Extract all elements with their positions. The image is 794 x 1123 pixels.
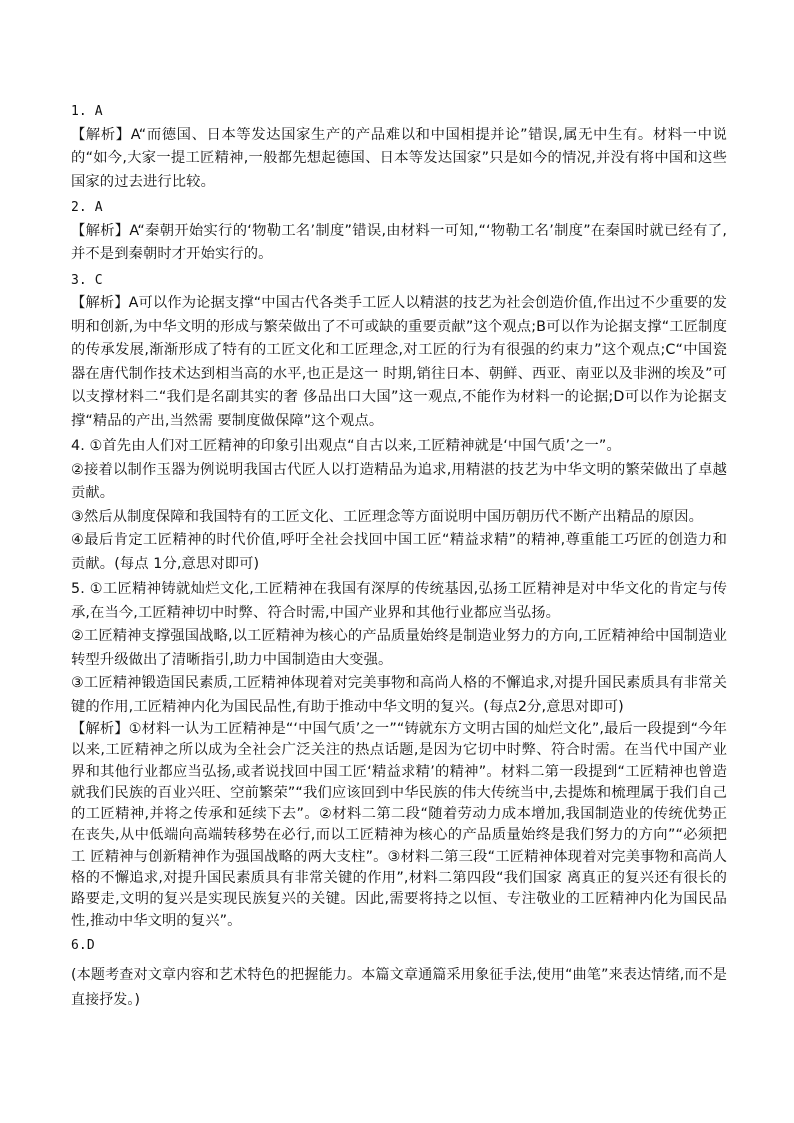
answer-6: 6.D (71, 937, 95, 953)
analysis-5: 【解析】①材料一认为工匠精神是“‘中国气质’之一”“铸就东方文明古国的灿烂文化”,最后一段提到“今年以来,工匠精神之所以成为全社会广泛关注的热点话题,是因为它切中时弊、符合时需。在当代中国产业界和其他行业都应当弘扬,或者说找回中国工匠‘精益求精’的精神”。材料二第一段提到“工匠精神也曾造就我们民族的百业兴旺、空前繁荣”“我们应该回到中华民族的伟大传统当中,去提炼和梳理属于我们自己的工匠精神,并将之传承和延续下去”。②材料二第二段“随着劳动力成本增加,我国制造业的传统优势正在丧失,从中低端向高端转移势在必行,而以工匠精神为核心的产品质量始终是我们努力的方向”“必须把工 匠精神与创新精神作为强国战略的两大支柱”。③材料二第三段“工匠精神体现着对完美事物和高尚人格的不懈追求,对提升国民素质具有非常关键的作用”,材料二第四段“我们国家 离真正的复兴还有很长的路要走,文明的复兴是实现民族复兴的关键。因此,需要将持之以恒、专注敬业的工匠精神内化为国民品性,推动中华文明的复兴”。 (71, 721, 727, 929)
answer-4-point-2: ②接着以制作玉器为例说明我国古代匠人以打造精品为追求,用精湛的技艺为中华文明的繁荣做出了卓越贡献。 (71, 461, 727, 501)
answer-4-point-4: ④最后肯定工匠精神的时代价值,呼吁全社会找回中国工匠“精益求精”的精神,尊重能工巧匠的创造力和贡献。(每点 1分,意思对即可) (71, 532, 727, 572)
answer-content (71, 100, 727, 1013)
analysis-1: 【解析】A“而德国、日本等发达国家生产的产品难以和中国相提并论”错误,属无中生有。材料一中说的“如今,大家一提工匠精神,一般都先想起德国、日本等发达国家”只是如今的情况,并没有将中国和这些国家的过去进行比较。 (71, 126, 727, 190)
answer-5-point-1: 5. ①工匠精神铸就灿烂文化,工匠精神在我国有深厚的传统基因,弘扬工匠精神是对中华文化的肯定与传承,在当今,工匠精神切中时弊、符合时需,中国产业界和其他行业都应当弘扬。 (71, 581, 727, 621)
answer-2: 2. A (71, 200, 103, 215)
answer-4-point-1: 4. ①首先由人们对工匠精神的印象引出观点“自古以来,工匠精神就是‘中国气质’之一”。 (71, 438, 621, 454)
answer-1: 1. A (71, 104, 103, 119)
analysis-2: 【解析】A“秦朝开始实行的‘物勒工名’制度”错误,由材料一可知,“‘物勒工名’制度”在秦国时就已经有了,并不是到秦朝时才开始实行的。 (71, 222, 727, 262)
answer-5-point-2: ②工匠精神支撑强国战略,以工匠精神为核心的产品质量始终是制造业努力的方向,工匠精神给中国制造业转型升级做出了清晰指引,助力中国制造由大变强。 (71, 628, 727, 668)
analysis-3: 【解析】A可以作为论据支撑“中国古代各类手工匠人以精湛的技艺为社会创造价值,作出过不少重要的发明和创新,为中华文明的形成与繁荣做出了不可或缺的重要贡献”这个观点;B可以作为论据支撑“工匠制度的传承发展,渐渐形成了特有的工匠文化和工匠理念,对工匠的行为有很强的约束力”这个观点;C“中国瓷器在唐代制作技术达到相当高的水平,也正是这一 时期,销往日本、朝鲜、西亚、南亚以及非洲的埃及”可以支撑材料二“我们是名副其实的奢 侈品出口大国”这一观点,不能作为材料一的论据;D可以作为论据支撑“精品的产出,当然需 要制度做保障”这个观点。 (71, 295, 727, 429)
answer-4-point-3: ③然后从制度保障和我国特有的工匠文化、工匠理念等方面说明中国历朝历代不断产出精品的原因。 (71, 508, 703, 525)
answer-3: 3. C (71, 272, 103, 288)
analysis-6: (本题考查对文章内容和艺术特色的把握能力。本篇文章通篇采用象征手法,使用“曲笔”来表达情绪,而不是直接抒发。) (71, 967, 727, 1009)
answer-5-point-3: ③工匠精神锻造国民素质,工匠精神体现着对完美事物和高尚人格的不懈追求,对提升国民素质具有非常关键的作用,工匠精神内化为国民品性,有助于推动中华文明的复兴。(每点2分,意思对即可) (71, 675, 727, 715)
